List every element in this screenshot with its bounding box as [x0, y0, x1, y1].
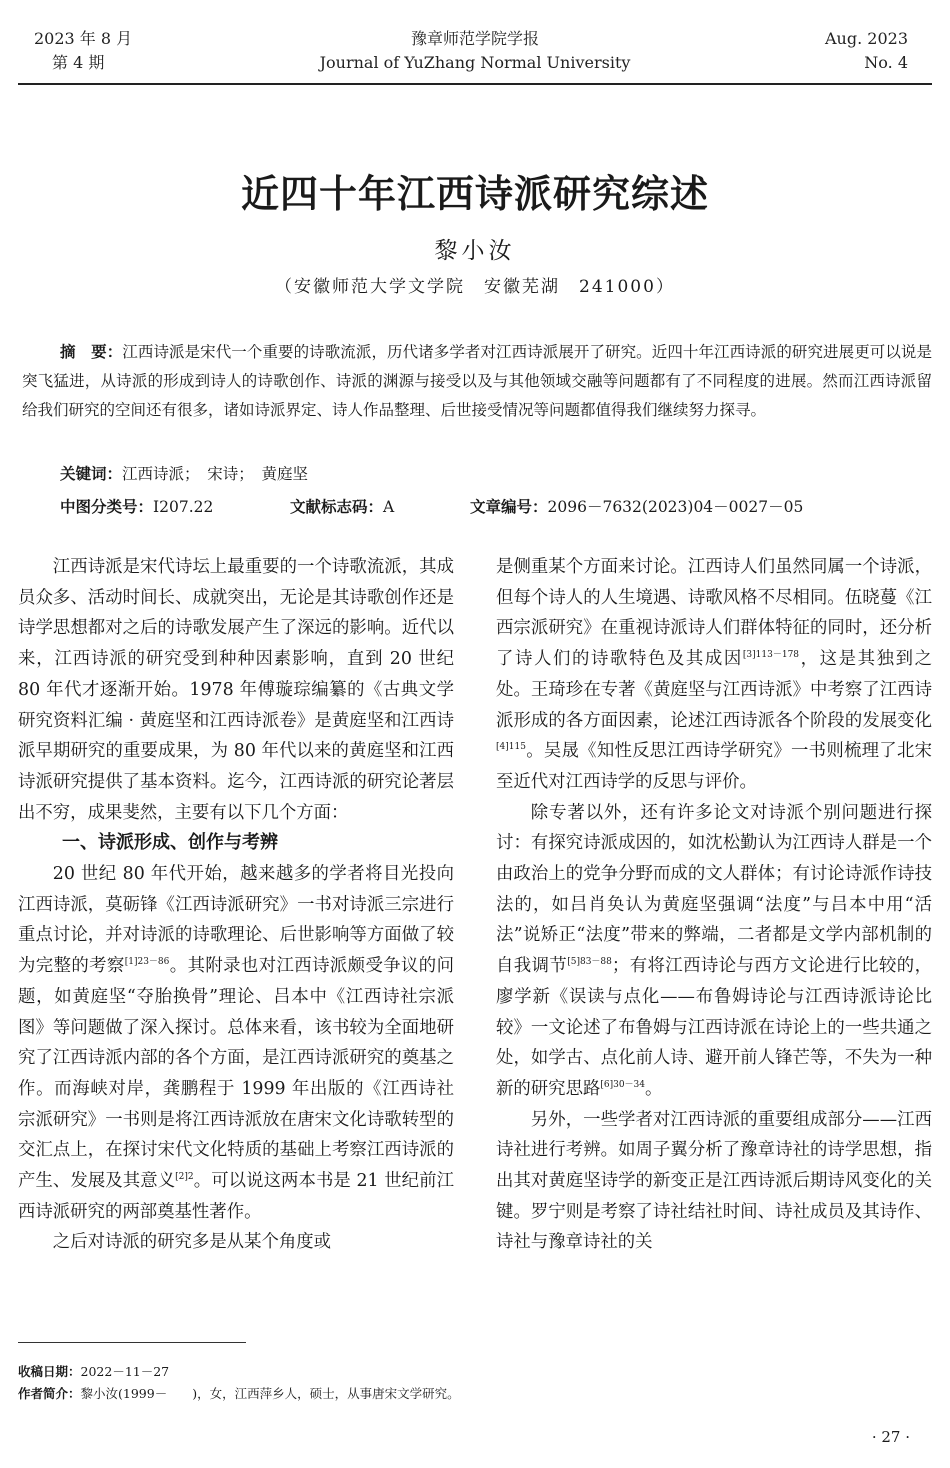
body-paragraph: 江西诗派是宋代诗坛上最重要的一个诗歌流派，其成员众多、活动时间长、成就突出，无论是其诗歌创作还是诗学思想都对之后的诗歌发展产生了深远的影响。近代以来，江西诗派的研究受到种种因素影响，直到 20 世纪 80 年代才逐渐开始。1978 年傅璇琮编纂的《古典文学研究资料汇编 · 黄庭坚和江西诗派卷》是黄庭坚和江西诗派早期研究的重要成果，为 80 年代以来的黄庭坚和江西诗派研究提供了基本资料。迄今，江西诗派的研究论著层出不穷，成果斐然，主要有以下几个方面： — [18, 557, 454, 823]
citation: [3]113－178 — [742, 650, 800, 661]
bio-value: 黎小汝(1999－ )，女，江西萍乡人，硕士，从事唐宋文学研究。 — [80, 1386, 460, 1401]
body-paragraph: 之后对诗派的研究多是从某个角度或 — [52, 1232, 332, 1253]
article-number-value: 2096－7632(2023)04－0027－05 — [547, 498, 804, 516]
author-affiliation: （安徽师范大学文学院 安徽芜湖 241000） — [275, 277, 675, 297]
header-journal-en: Journal of YuZhang Normal University — [319, 53, 631, 72]
doc-code — [290, 495, 394, 519]
citation: [2]2 — [175, 1172, 194, 1183]
clc-code — [60, 495, 213, 519]
article-number — [470, 495, 803, 519]
doc-label: 文献标志码： — [290, 498, 384, 516]
citation: [4]115 — [496, 742, 526, 753]
keywords — [60, 462, 308, 486]
doc-value: A — [383, 498, 395, 516]
section-heading: 一、诗派形成、创作与考辨 — [62, 832, 278, 854]
header-journal-cn: 豫章师范学院学报 — [410, 29, 539, 48]
header-no-en: No. 4 — [864, 53, 908, 72]
header-rule — [18, 83, 932, 85]
abstract-label: 摘 要： — [60, 343, 123, 361]
clc-label: 中图分类号： — [60, 498, 154, 516]
received-date — [18, 1362, 169, 1382]
header-journal — [0, 27, 950, 75]
bio-label: 作者简介： — [18, 1386, 81, 1401]
clc-value: I207.22 — [153, 498, 214, 516]
header-issue-no: 第 4 期 — [52, 53, 105, 72]
citation: [1]23－86 — [124, 957, 170, 968]
body-paragraph: 20 世纪 80 年代开始，越来越多的学者将目光投向江西诗派，莫砺锋《江西诗派研究》一书对诗派三宗进行重点讨论，并对诗派的诗歌理论、后世影响等方面做了较为完整的考察$^{[1]23-86}$。其附录也对江西诗派颇受争议的问题，如黄庭坚“夺胎换骨”理论、吕本中《江西诗社宗派图》等问题做了深入探讨。总体来看，该书较为全面地研究了江西诗派内部的各个方面，是江西诗派研究的奠基之作。而海峡对岸，龚鹏程于 1999 年出版的《江西诗社宗派研究》一书则是将江西诗派放在唐宋文化诗歌转型的交汇点上，在探讨宋代文化特质的基础上考察江西诗派的产生、发展及其意义$^{[2]2}$。可以说这两本书是 21 世纪前江西诗派研究的两部奠基性著作。 — [18, 864, 454, 1222]
keywords-text: 江西诗派； 宋诗； 黄庭坚 — [122, 465, 309, 483]
received-value: 2022－11－27 — [80, 1364, 170, 1379]
received-label: 收稿日期： — [18, 1364, 81, 1379]
article-author: 黎小汝 — [434, 238, 516, 264]
body-left-column — [18, 552, 454, 1258]
citation: [5]83－88 — [567, 957, 612, 968]
header-date: 2023 年 8 月 — [34, 29, 133, 48]
abstract-text: 江西诗派是宋代一个重要的诗歌流派，历代诸多学者对江西诗派展开了研究。近四十年江西诗派的研究进展更可以说是突飞猛进，从诗派的形成到诗人的诗歌创作、诗派的渊源与接受以及与其他领域交融等问题都有了不同程度的进展。然而江西诗派留给我们研究的空间还有很多，诸如诗派界定、诗人作品整理、后世接受情况等问题都值得我们继续努力探寻。 — [22, 343, 932, 419]
header-date-en: Aug. 2023 — [825, 29, 908, 48]
citation: [6]30－34 — [600, 1080, 646, 1091]
author-bio — [18, 1384, 460, 1404]
body-paragraph: 另外，一些学者对江西诗派的重要组成部分——江西诗社进行考辨。如周子翼分析了豫章诗社的诗学思想，指出其对黄庭坚诗学的新变正是江西诗派后期诗风变化的关键。罗宁则是考察了诗社结社时间、诗社成员及其诗作、诗社与豫章诗社的关 — [496, 1109, 932, 1253]
body-paragraph: 除专著以外，还有许多论文对诗派个别问题进行探讨：有探究诗派成因的，如沈松勤认为江西诗人群是一个由政治上的党争分野而成的文人群体；有讨论诗派作诗技法的，如吕肖奂认为黄庭坚强调“法度”与吕本中用“活法”说矫正“法度”带来的弊端，二者都是文学内部机制的自我调节$^{[5]83-88}$；有将江西诗论与西方文论进行比较的，廖学新《误读与点化——布鲁姆诗论与江西诗派诗论比较》一文论述了布鲁姆与江西诗派在诗论上的一些共通之处，如学古、点化前人诗、避开前人锋芒等，不失为一种新的研究思路$^{[6]30-34}$。 — [496, 802, 932, 1099]
article-number-label: 文章编号： — [470, 498, 548, 516]
body-paragraph-continued: 是侧重某个方面来讨论。江西诗人们虽然同属一个诗派，但每个诗人的人生境遇、诗歌风格不尽相同。伍晓蔓《江西宗派研究》在重视诗派诗人们群体特征的同时，还分析了诗人们的诗歌特色及其成因$^{[3]113-178}$，这是其独到之处。王琦珍在专著《黄庭坚与江西诗派》中考察了江西诗派形成的各方面因素，论述江西诗派各个阶段的发展变化$^{[4]115}$。吴晟《知性反思江西诗学研究》一书则梳理了北宋至近代对江西诗学的反思与评价。 — [496, 557, 932, 792]
abstract — [22, 338, 932, 425]
body-right-column — [496, 552, 932, 1258]
footnote-rule — [18, 1342, 246, 1343]
page-number: · 27 · — [871, 1428, 910, 1446]
keywords-label: 关键词： — [60, 465, 123, 483]
header-issue-en — [825, 27, 908, 75]
article-title: 近四十年江西诗派研究综述 — [240, 171, 709, 216]
